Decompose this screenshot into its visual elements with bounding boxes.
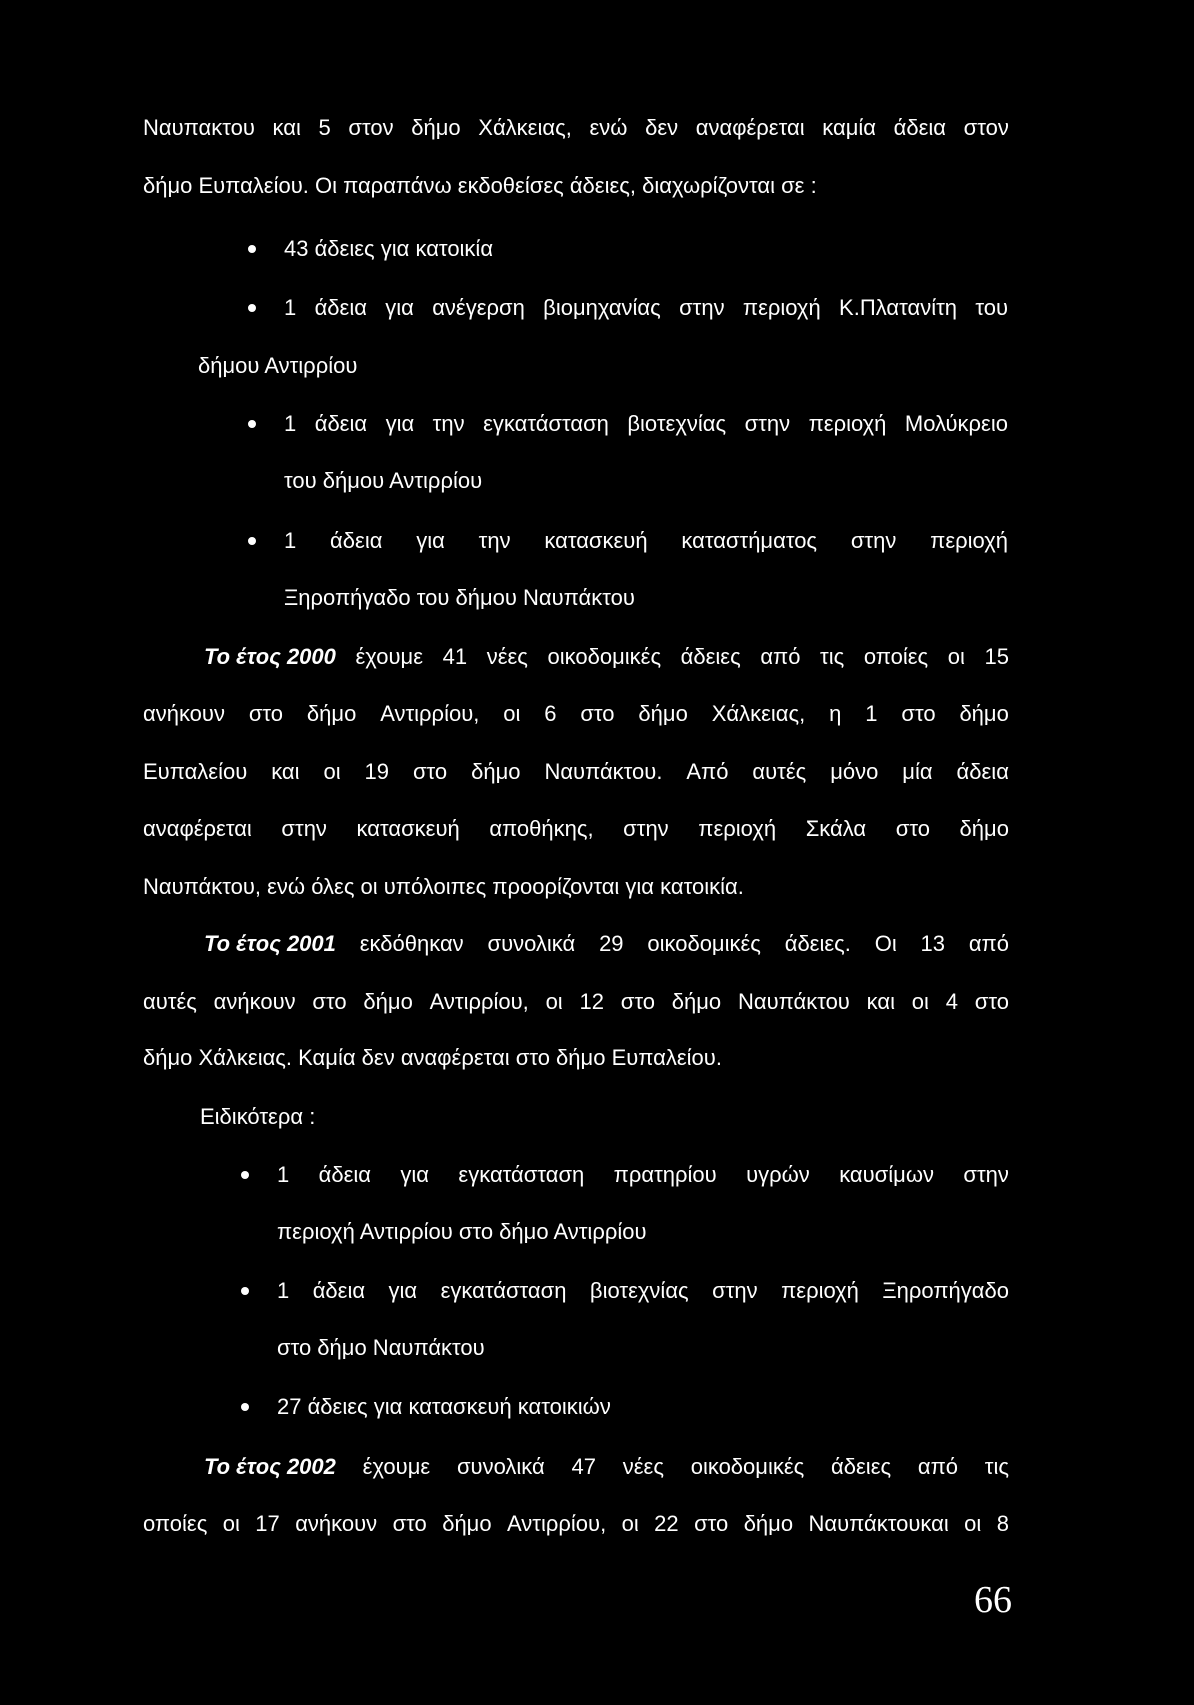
word: τις [984,1454,1009,1479]
word: οικοδομικές [647,931,761,956]
text-line [143,1510,1009,1538]
word: αυτές [752,759,807,784]
word: στο [312,989,347,1014]
word: δήμο [959,816,1009,841]
word: Αντιρρίου, [380,701,480,726]
word: δήμο [638,701,688,726]
word: εγκατάσταση [440,1278,567,1303]
word: στον [348,115,394,140]
word: οποίες [863,644,929,669]
text-line [143,114,1009,142]
text-line: Ναυπάκτου, ενώ όλες οι υπόλοιπες προορίζονται για κατοικία. [143,874,744,899]
word: οποίες [143,1511,208,1536]
word: καταστήματος [681,528,818,553]
bullet-icon [241,1287,249,1295]
word: δήμο [471,759,521,784]
word: στην [679,295,725,320]
word: του [975,295,1008,320]
word: οικοδομικές [690,1454,805,1479]
word: συνολικά [487,931,576,956]
word: για [388,1278,418,1303]
word: 5 [318,115,331,140]
word: στην [850,528,897,553]
word: Ξηροπήγαδο [882,1278,1009,1303]
word: Ναυπάκτουκαι [808,1511,949,1536]
word: ανήκουν [143,701,225,726]
list-item [277,1161,1009,1189]
word: αυτές [143,989,197,1014]
word: 1 [284,295,297,320]
word: άδεια [893,115,947,140]
word: στην [963,1162,1009,1187]
word: στην [623,816,669,841]
word: άδειες [680,644,741,669]
word: οι [545,989,563,1014]
word: βιοτεχνίας [589,1278,689,1303]
word: 13 [920,931,946,956]
word: 8 [996,1511,1009,1536]
word: νέες [622,1454,664,1479]
word: βιοτεχνίας [627,411,727,436]
word: από [968,931,1009,956]
word: υγρών [746,1162,810,1187]
word: καμία [822,115,876,140]
word: εκδόθηκαν [359,931,464,956]
year-label: Το έτος 2001 [204,931,336,956]
word: άδειες. [784,931,851,956]
word: στο [392,1511,427,1536]
word: περιοχή [698,816,777,841]
word: την [432,411,465,436]
year-label: Το έτος 2000 [204,644,336,669]
word: ανέγερση [432,295,525,320]
word: 1 [865,701,878,726]
word: Αντιρρίου, [429,989,529,1014]
word: αποθήκης, [489,816,594,841]
word: οι [911,989,929,1014]
word: άδεια [314,411,368,436]
text-line: Ξηροπήγαδο του δήμου Ναυπάκτου [284,585,635,610]
word: άδεια [314,295,367,320]
word: και [272,115,301,140]
text-line [143,988,1009,1016]
word: οι [503,701,521,726]
list-item [284,410,1008,438]
word: στο [248,701,284,726]
word: ανήκουν [295,1511,378,1536]
word: άδεια [318,1162,372,1187]
word: εγκατάσταση [483,411,609,436]
list-item: 43 άδειες για κατοικία [284,236,494,261]
word: για [385,411,415,436]
word: από [760,644,801,669]
word: Ναυπάκτου. [544,759,663,784]
paragraph-year-2000 [204,643,1009,671]
word: μία [902,759,933,784]
word: αναφέρεται [695,115,805,140]
page-number: 66 [974,1579,1012,1621]
word: στον [963,115,1009,140]
word: περιοχή [808,411,887,436]
word: δεν [645,115,679,140]
word: 4 [945,989,958,1014]
bullet-icon [248,245,256,253]
word: στο [895,816,930,841]
text-line [143,700,1009,728]
list-item [284,294,1008,322]
word: περιοχή [781,1278,859,1303]
text-line: δήμο Ευπαλείου. Οι παραπάνω εκδοθείσες άδειες, διαχωρίζονται σε : [143,173,817,198]
text-line: του δήμου Αντιρρίου [284,468,483,493]
word: στην [712,1278,758,1303]
text-line: δήμου Αντιρρίου [198,353,358,378]
word: 17 [255,1511,280,1536]
word: δήμο [959,701,1009,726]
bullet-icon [241,1171,249,1179]
bullet-icon [248,537,256,545]
word: 1 [284,411,297,436]
word: για [416,528,445,553]
bullet-icon [248,420,256,428]
word: πρατηρίου [613,1162,717,1187]
word: 15 [984,644,1009,669]
bullet-icon [241,1403,249,1411]
word: περιοχή [742,295,821,320]
word: συνολικά [456,1454,545,1479]
word: 47 [571,1454,596,1479]
word: στο [901,701,936,726]
word: οι [621,1511,639,1536]
text-line [143,815,1009,843]
word: 1 [277,1162,290,1187]
paragraph-year-2002 [204,1453,1009,1481]
word: οι [947,644,965,669]
word: άδεια [956,759,1009,784]
word: στο [412,759,448,784]
word: Κ.Πλατανίτη [839,295,958,320]
year-label: Το έτος 2002 [204,1454,336,1479]
word: νέες [486,644,528,669]
word: οι [323,759,341,784]
word: δήμο [306,701,357,726]
word: Χάλκειας, [478,115,572,140]
word: μόνο [830,759,879,784]
word: περιοχή [930,528,1008,553]
word: δήμο [671,989,722,1014]
word: Μολύκρειο [904,411,1008,436]
word: δήμο [743,1511,794,1536]
word: ανήκουν [213,989,296,1014]
word: βιομηχανίας [543,295,661,320]
word: Ναυπακτου [143,115,255,140]
text-line [143,758,1009,786]
text-line: Ειδικότερα : [200,1104,316,1129]
word: κατασκευή [356,816,460,841]
word: και [271,759,300,784]
word: άδεια [312,1278,366,1303]
word: Ευπαλείου [143,759,248,784]
word: Σκάλα [805,816,867,841]
word: στην [744,411,791,436]
word: ενώ [589,115,628,140]
word: στο [974,989,1009,1014]
word: Οι [874,931,897,956]
word: 22 [654,1511,679,1536]
word: στο [694,1511,729,1536]
word: άδεια [330,528,383,553]
list-item [277,1277,1009,1305]
word: 12 [579,989,604,1014]
word: για [385,295,414,320]
word: κατασκευή [544,528,648,553]
word: για [400,1162,430,1187]
word: εγκατάσταση [458,1162,585,1187]
word: δήμο [411,115,461,140]
word: η [829,701,842,726]
word: δήμο [363,989,413,1014]
word: οι [964,1511,982,1536]
word: καυσίμων [839,1162,935,1187]
word: αναφέρεται [143,816,252,841]
word: Ναυπάκτου [737,989,850,1014]
word: δήμο [442,1511,492,1536]
word: άδειες [831,1454,892,1479]
word: έχουμε [355,644,424,669]
word: την [478,528,511,553]
word: Από [686,759,729,784]
paragraph-year-2001 [204,930,1009,958]
word: τις [820,644,845,669]
word: από [917,1454,959,1479]
word: οι [222,1511,240,1536]
word: 41 [442,644,468,669]
bullet-icon [248,304,256,312]
word: 19 [364,759,390,784]
word: στο [620,989,655,1014]
word: 1 [284,528,297,553]
word: 1 [277,1278,290,1303]
word: 6 [544,701,557,726]
text-line: δήμο Χάλκειας. Καμία δεν αναφέρεται στο δήμο Ευπαλείου. [143,1045,722,1070]
word: οικοδομικές [547,644,662,669]
word: στο [580,701,615,726]
list-item: 27 άδειες για κατασκευή κατοικιών [277,1394,611,1419]
word: 29 [599,931,624,956]
list-item [284,527,1008,555]
word: έχουμε [362,1454,431,1479]
text-line: στο δήμο Ναυπάκτου [277,1335,485,1360]
text-line: περιοχή Αντιρρίου στο δήμο Αντιρρίου [277,1219,647,1244]
word: στην [281,816,327,841]
word: Χάλκειας, [711,701,806,726]
word: και [866,989,895,1014]
word: Αντιρρίου, [507,1511,607,1536]
